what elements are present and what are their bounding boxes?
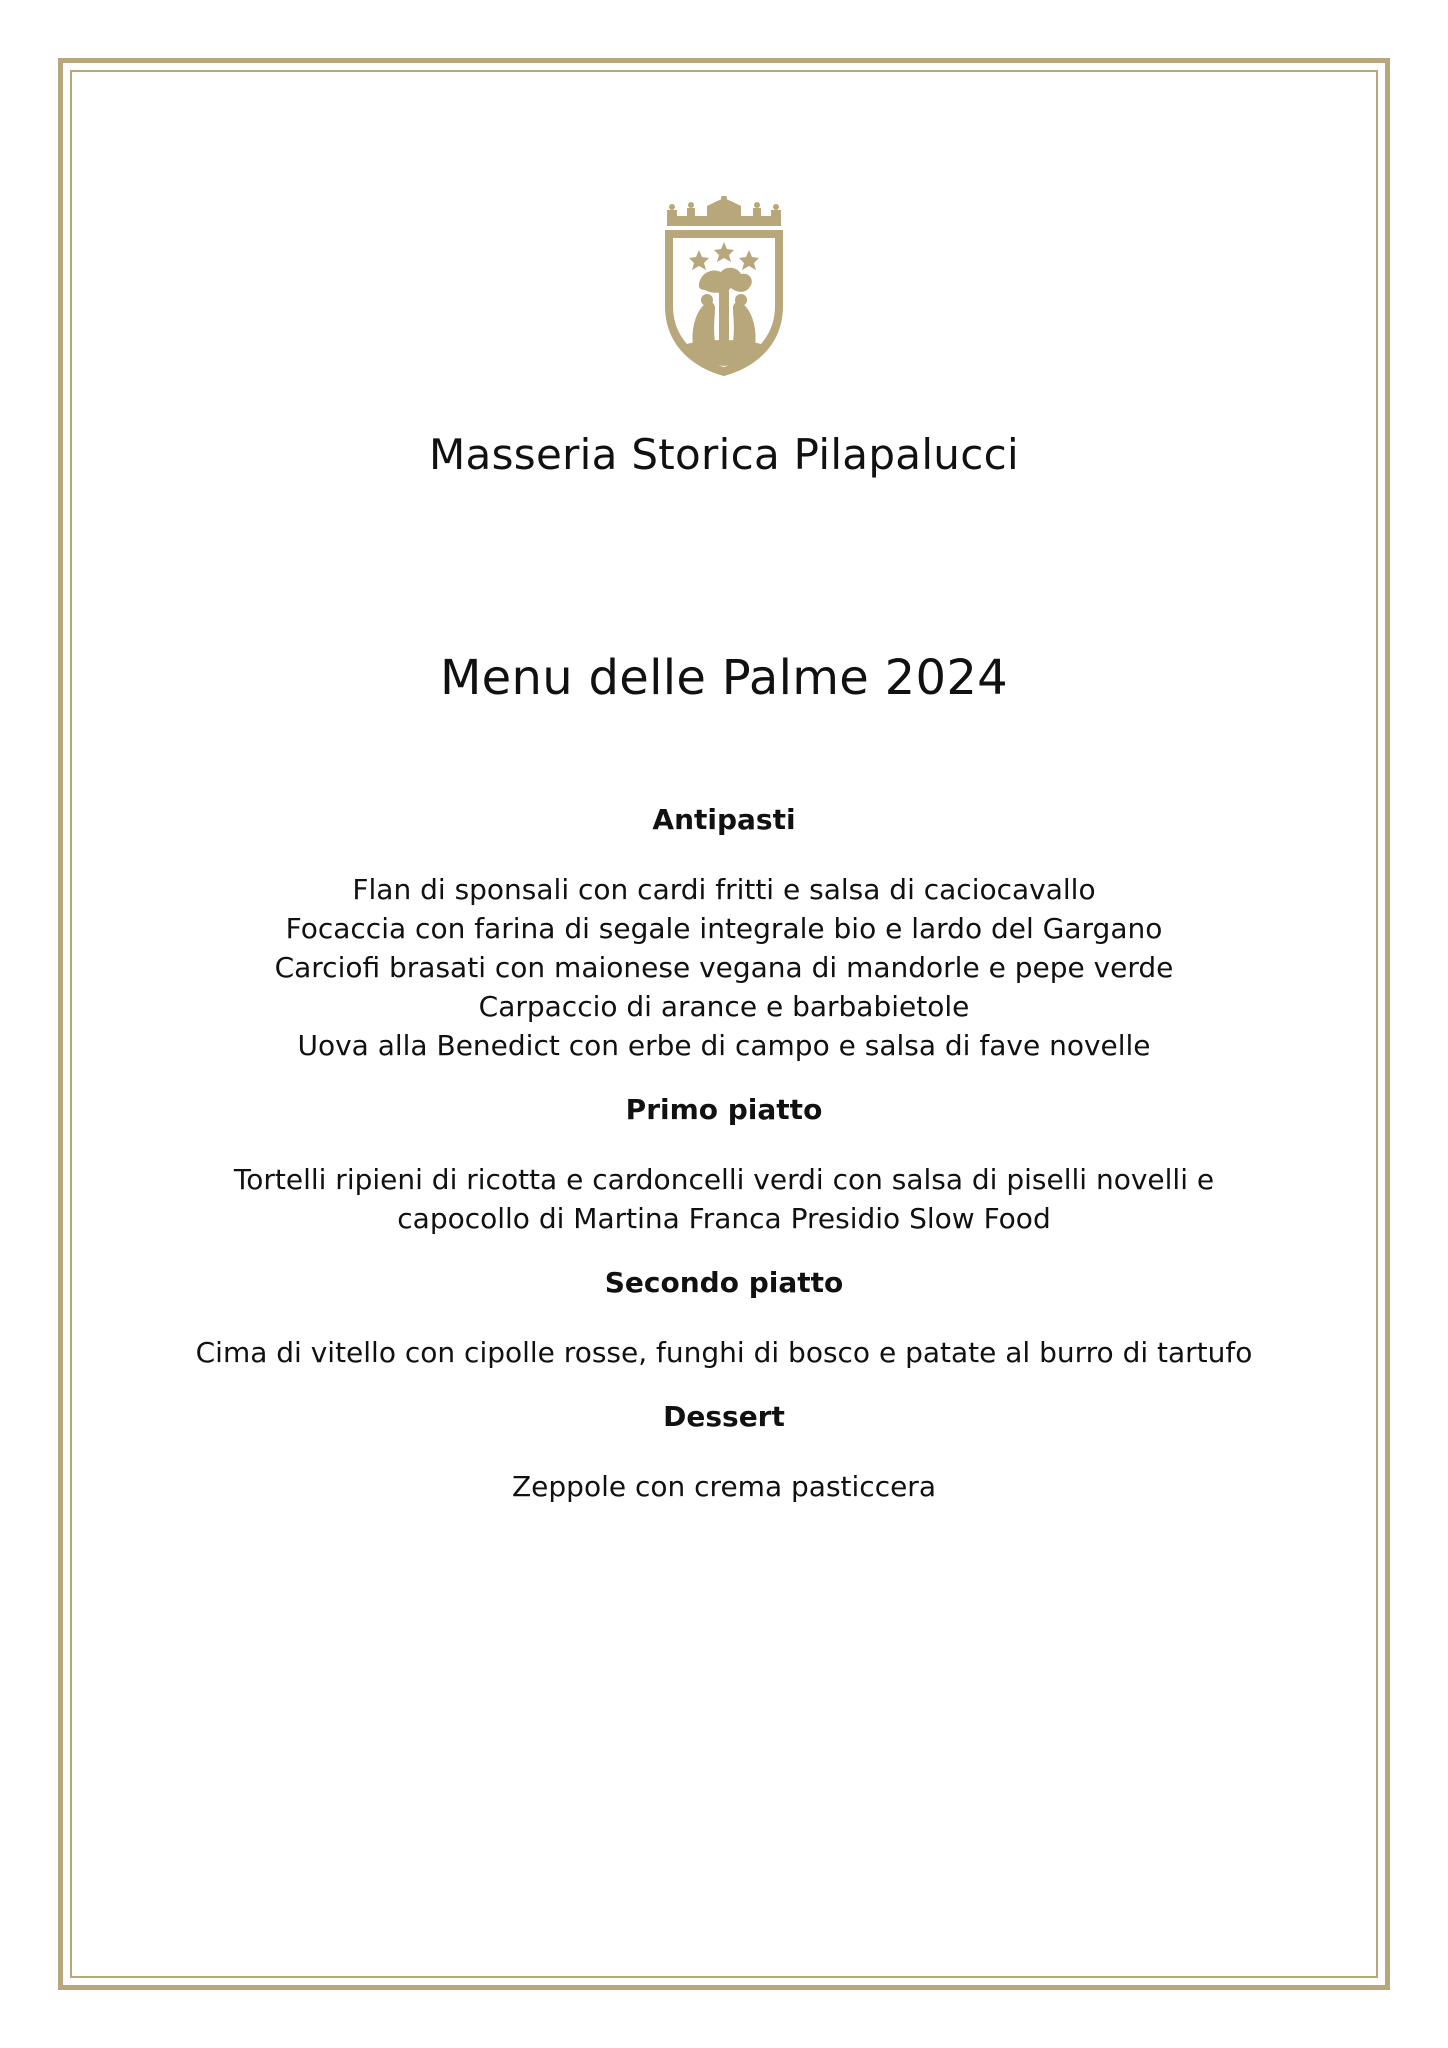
section-heading: Dessert [663,1400,785,1433]
menu-item: capocollo di Martina Franca Presidio Slow Food [397,1202,1051,1235]
item-list [0,1160,1448,1238]
masseria-crest-logo [659,196,789,376]
section-primo-piatto [0,1090,1448,1238]
item-list [0,870,1448,1065]
menu-sections [0,800,1448,1531]
section-heading: Antipasti [652,803,796,836]
menu-title: Menu delle Palme 2024 [439,650,1009,706]
item-list [0,1467,1448,1506]
item-list [0,1333,1448,1372]
menu-item: Carpaccio di arance e barbabietole [478,990,970,1023]
section-heading: Secondo piatto [604,1266,844,1299]
menu-item: Uova alla Benedict con erbe di campo e salsa di fave novelle [297,1029,1151,1062]
section-antipasti [0,800,1448,1065]
menu-item: Cima di vitello con cipolle rosse, funghi di bosco e patate al burro di tartufo [195,1336,1253,1369]
venue-name: Masseria Storica Pilapalucci [429,430,1019,479]
menu-item: Flan di sponsali con cardi fritti e salsa di caciocavallo [352,873,1096,906]
menu-item: Focaccia con farina di segale integrale bio e lardo del Gargano [285,912,1163,945]
section-secondo-piatto [0,1263,1448,1372]
section-dessert [0,1397,1448,1506]
menu-item: Tortelli ripieni di ricotta e cardoncelli verdi con salsa di piselli novelli e [233,1163,1215,1196]
menu-item: Zeppole con crema pasticcera [512,1470,936,1503]
section-heading: Primo piatto [625,1093,823,1126]
menu-item: Carciofi brasati con maionese vegana di mandorle e pepe verde [274,951,1174,984]
